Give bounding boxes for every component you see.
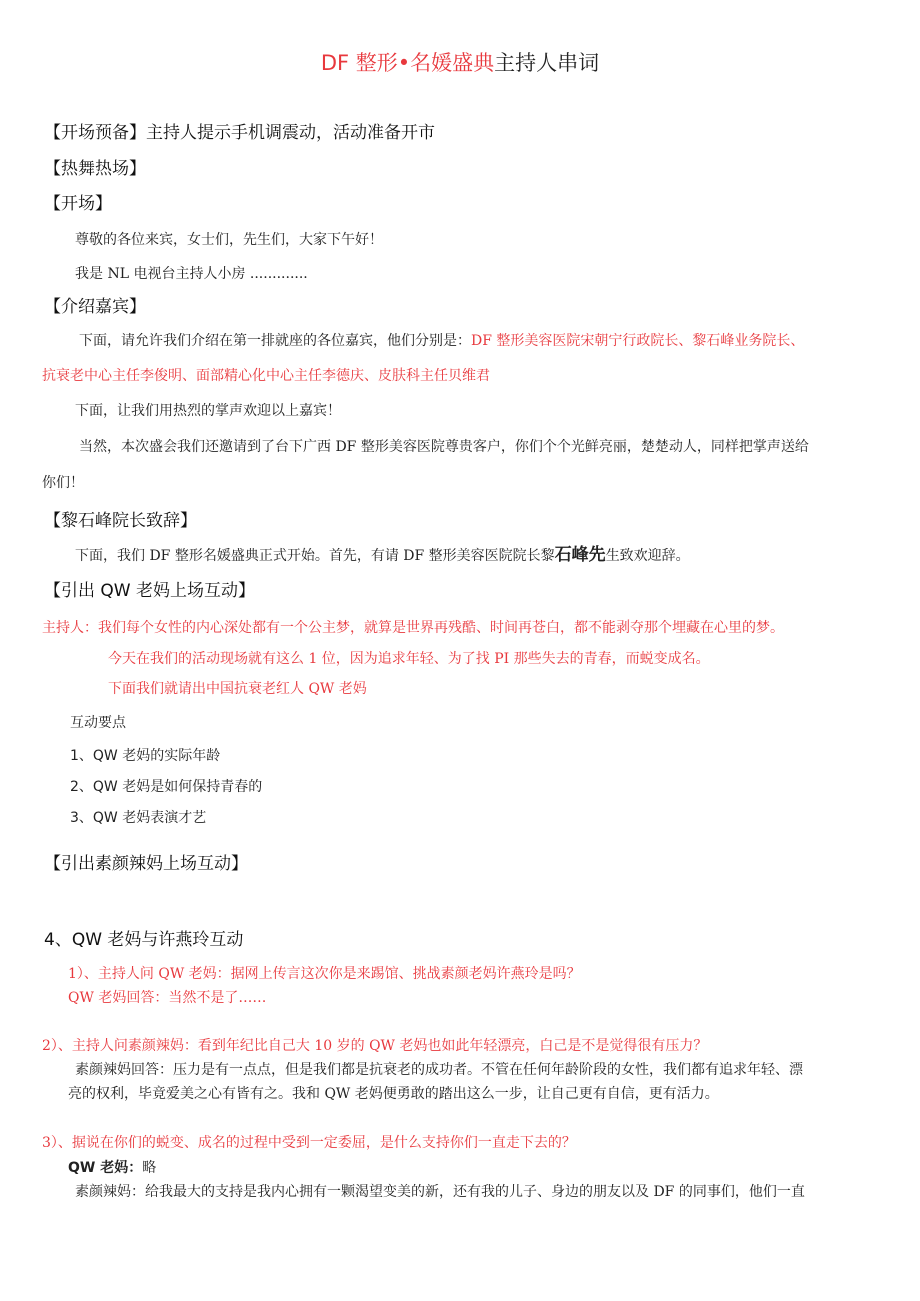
answer-2-label: 素颜辣妈回答： [75,1062,173,1078]
answer-3-line [68,1158,156,1178]
vip-line-1: 当然，本次盛会我们还邀请到了台下广西 DF 整形美容医院尊贵客户，你们个个光鲜亮丽，楚楚动人，同样把掌声送给 [79,439,809,455]
speech-line [75,545,690,566]
point-item-3: 3、QW 老妈表演才艺 [70,810,207,826]
question-3: 3）、据说在你们的蜕变、成名的过程中受到一定委屈，是什么支持你们一直走下去的？ [42,1135,576,1151]
section-heading-opening: 【开场】 [44,194,112,214]
answer-3-label: QW 老妈： [68,1160,143,1176]
speech-text-a: 下面，我们 DF 整形名媛盛典正式开始。首先，有请 DF 整形美容医院院长黎 [75,548,555,564]
points-title: 互动要点 [70,715,126,731]
section-heading-dance: 【热舞热场】 [44,159,146,179]
title-black-part: 主持人串词 [494,51,600,75]
guest-intro-prefix: 下面，请允许我们介绍在第一排就座的各位嘉宾，他们分别是： [79,333,471,349]
opening-line-2: 我是 NL 电视台主持人小房 ............. [75,266,308,282]
point-item-1: 1、QW 老妈的实际年龄 [70,748,221,764]
speech-text-c: 生致欢迎辞。 [605,548,690,564]
question-2: 2）、主持人问素颜辣妈：看到年纪比自己大 10 岁的 QW 老妈也如此年轻漂亮，白己是不是觉得很有压力？ [42,1038,708,1054]
guest-list-part-2: 抗衰老中心主任李俊明、面部精心化中心主任李德庆、皮肤科主任贝维君 [42,368,490,384]
answer-2-line-2: 亮的权利，毕竟爱美之心有皆有之。我和 QW 老妈便勇敢的踏出这么一步，让自己更有自信，更有活力。 [68,1086,719,1102]
speech-text-name: 石峰先 [554,545,606,565]
opening-line-1: 尊敬的各位来宾，女士们，先生们，大家下午好！ [75,232,383,248]
host-line-2: 今天在我们的活动现场就有这么 1 位，因为追求年轻、为了找 PI 那些失去的青春，而蜕变成名。 [108,651,710,667]
answer-1: QW 老妈回答：当然不是了…… [68,990,267,1006]
section-heading-opening-prep: 【开场预备】主持人提示手机调震动，活动准备开市 [44,123,435,143]
title-red-part: DF 整形•名媛盛典 [320,51,495,75]
point-item-2: 2、QW 老妈是如何保持青春的 [70,779,263,795]
answer-2-text: 压力是有一点点，但是我们都是抗衰老的成功者。不管在任何年龄阶段的女性，我们都有追求年轻、漂 [173,1062,803,1078]
host-line-1: 主持人：我们每个女性的内心深处都有一个公主梦，就算是世界再残酷、时间再苍白，都不能剥夺那个埋藏在心里的梦。 [42,620,784,636]
section-heading-suyan: 【引出素颜辣妈上场互动】 [44,854,248,874]
vip-line-2: 你们！ [42,475,84,491]
guest-intro-line [79,331,804,351]
answer-4-label: 素颜辣妈： [75,1184,145,1200]
answer-4-text: 给我最大的支持是我内心拥有一颗渴望变美的新，还有我的儿子、身边的朋友以及 DF 的同事们，他们一直 [145,1184,805,1200]
answer-2-line-1 [75,1060,803,1080]
applause-line: 下面，让我们用热烈的掌声欢迎以上嘉宾！ [75,403,341,419]
section-heading-qw: 【引出 QW 老妈上场互动】 [44,581,255,601]
answer-4-line [75,1182,805,1202]
guest-list-part-1: DF 整形美容医院宋朝宁行政院长、黎石峰业务院长、 [471,333,805,349]
answer-3-text: 略 [142,1160,157,1176]
section-heading-guests: 【介绍嘉宾】 [44,297,146,317]
question-1: 1）、主持人问 QW 老妈：据网上传言这次你是来踢馆、挑战素颜老妈许燕玲是吗？ [68,966,581,982]
page-title [0,49,920,77]
section-heading-interaction-4: 4、QW 老妈与许燕玲互动 [44,930,244,950]
host-line-3: 下面我们就请出中国抗衰老红人 QW 老妈 [108,681,367,697]
section-heading-speech: 【黎石峰院长致辞】 [44,511,197,531]
